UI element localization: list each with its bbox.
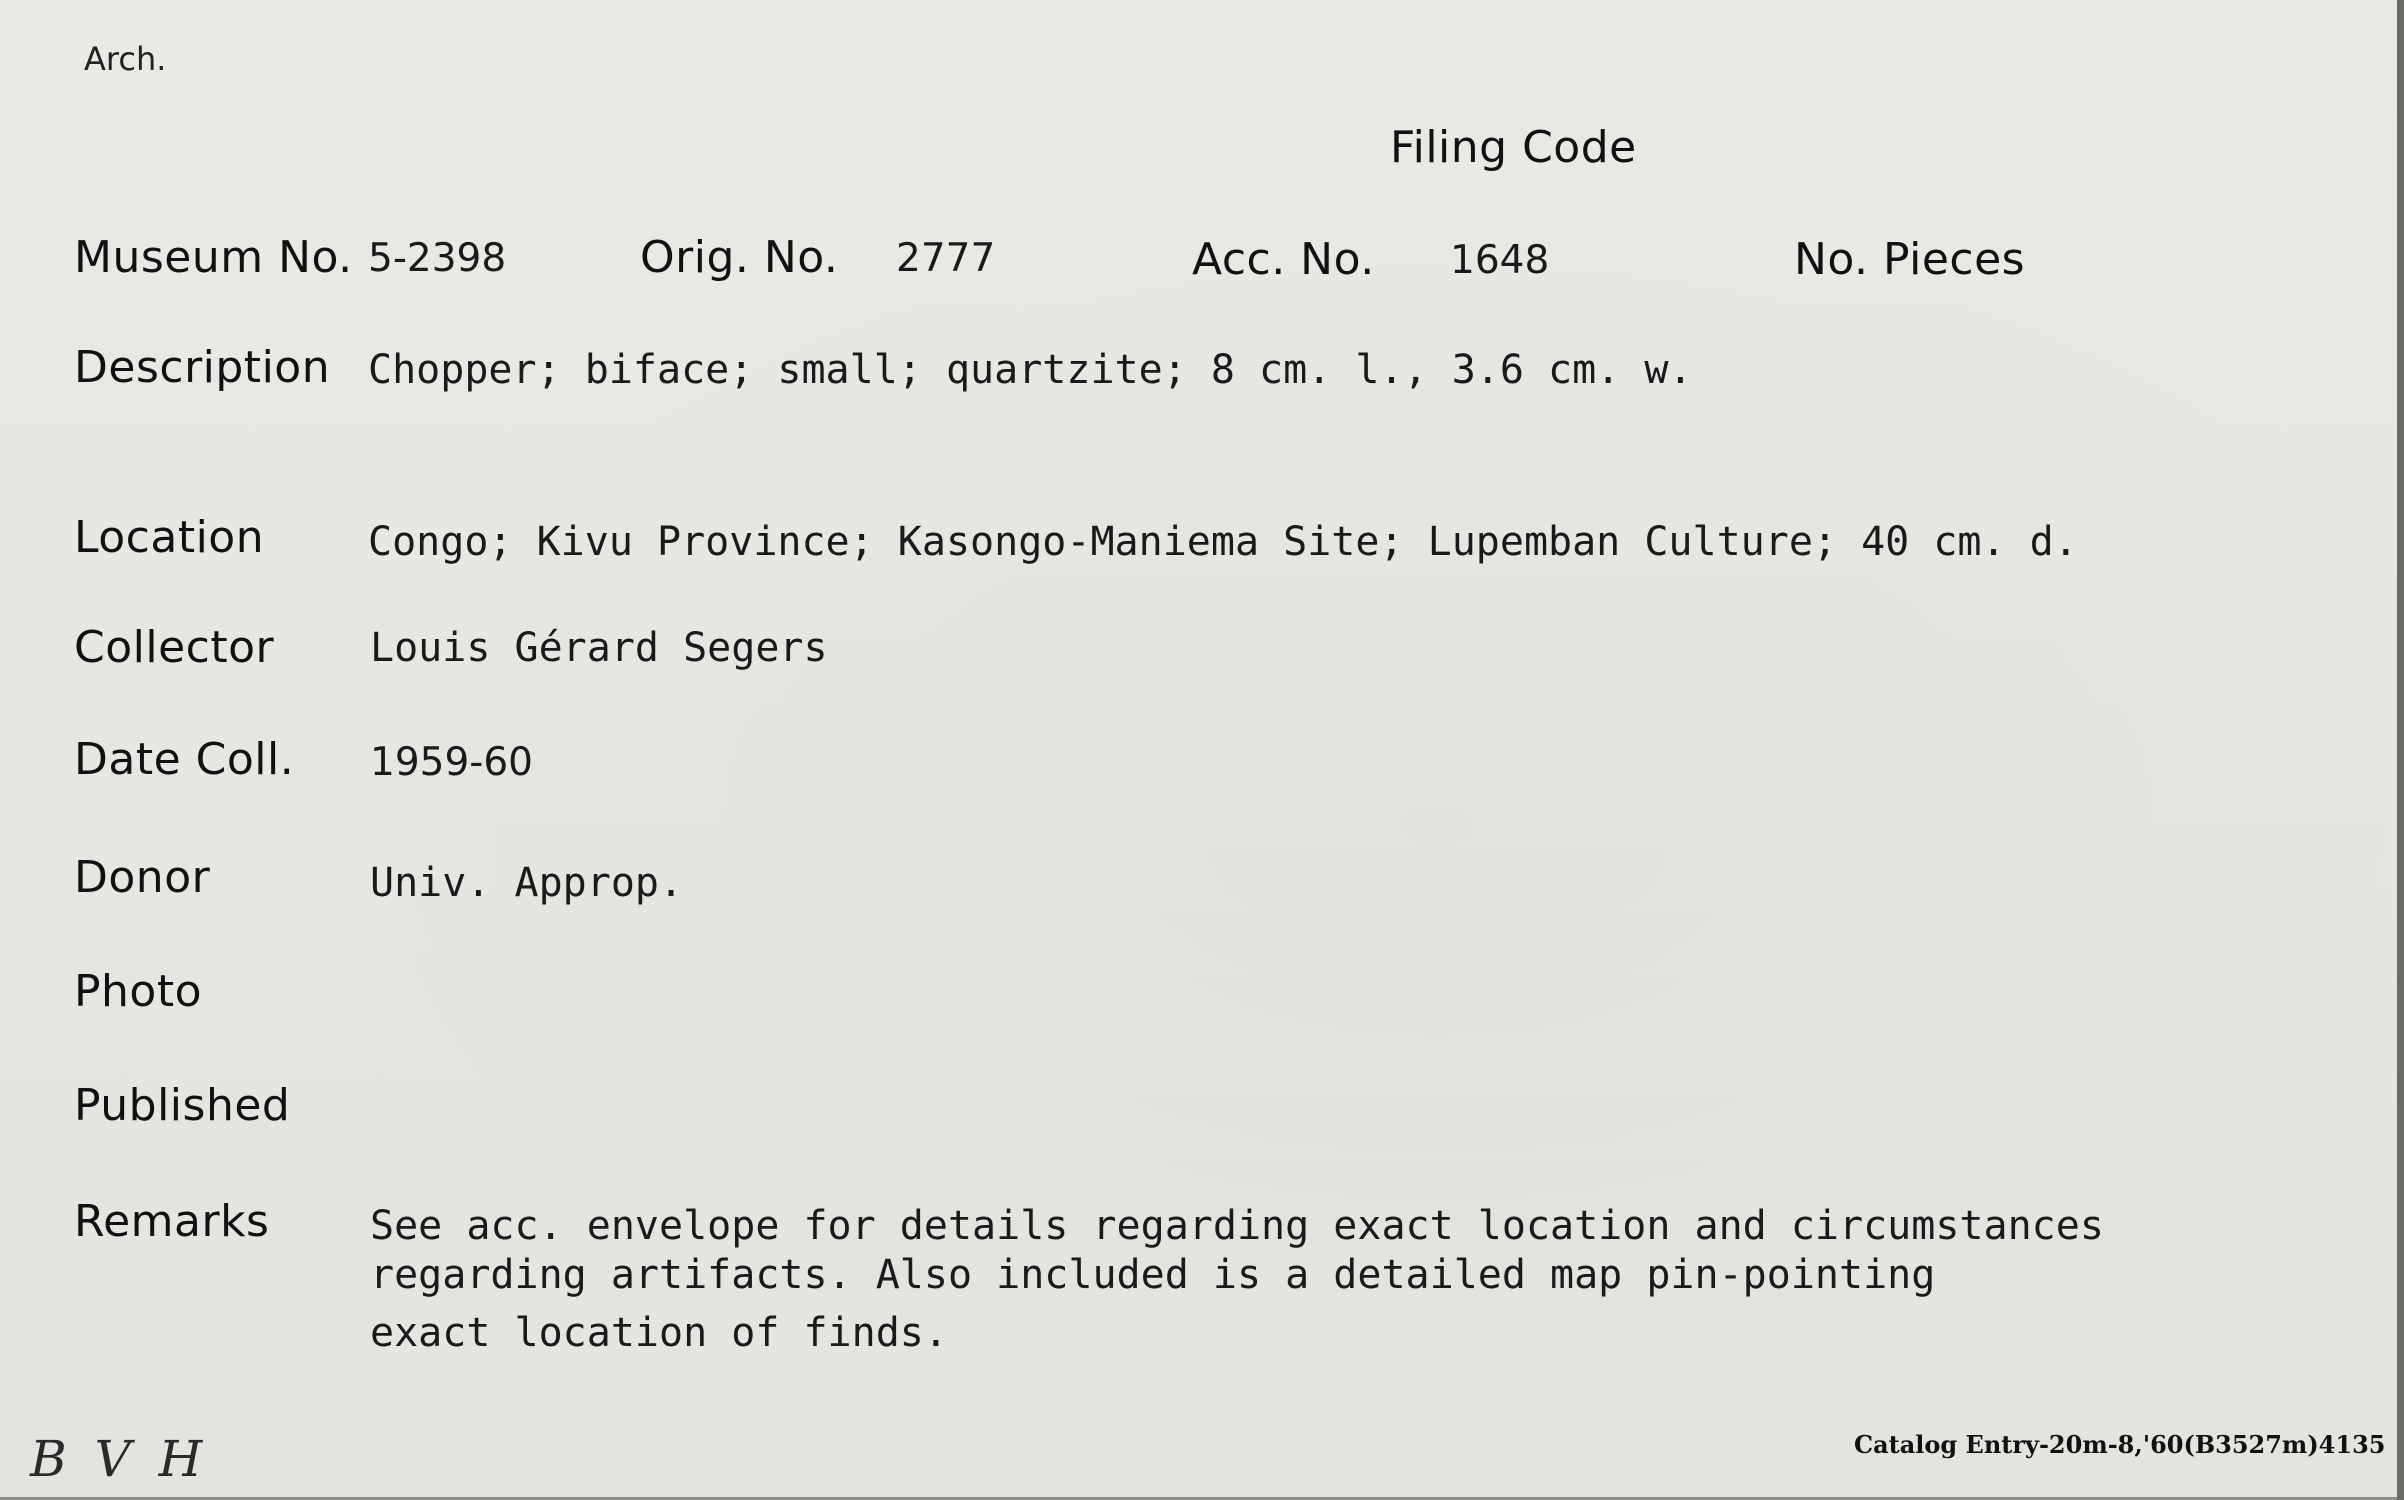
museum-no-label: Museum No.	[74, 232, 353, 283]
acc-no-value: 1648	[1450, 238, 1550, 283]
no-pieces-label: No. Pieces	[1794, 234, 2026, 285]
donor-label: Donor	[74, 852, 211, 903]
collector-value: Louis Gérard Segers	[370, 625, 828, 671]
location-value: Congo; Kivu Province; Kasongo-Maniema Site; Lupemban Culture; 40 cm. d.	[368, 519, 2078, 565]
published-label: Published	[74, 1080, 291, 1131]
description-label: Description	[74, 342, 331, 393]
collector-label: Collector	[74, 622, 275, 673]
museum-no-value: 5-2398	[368, 236, 507, 281]
photo-label: Photo	[74, 966, 203, 1017]
remarks-line-3: exact location of finds.	[370, 1310, 948, 1356]
donor-value: Univ. Approp.	[370, 860, 684, 906]
date-coll-label: Date Coll.	[74, 734, 295, 785]
location-label: Location	[74, 512, 265, 563]
catalog-entry-print: Catalog Entry-20m-8,'60(B3527m)4135	[1854, 1430, 2386, 1459]
acc-no-label: Acc. No.	[1192, 234, 1375, 285]
remarks-label: Remarks	[74, 1196, 270, 1247]
clerk-initials: B V H	[30, 1430, 209, 1488]
date-coll-value: 1959-60	[370, 740, 533, 785]
remarks-line-2: regarding artifacts. Also included is a detailed map pin-pointing	[370, 1252, 1936, 1298]
filing-code-label: Filing Code	[1390, 122, 1637, 173]
card-right-edge	[2397, 0, 2404, 1500]
department-note: Arch.	[84, 40, 167, 78]
orig-no-label: Orig. No.	[640, 232, 839, 283]
description-value: Chopper; biface; small; quartzite; 8 cm. l., 3.6 cm. w.	[368, 347, 1693, 393]
orig-no-value: 2777	[896, 236, 996, 281]
remarks-line-1: See acc. envelope for details regarding exact location and circumstances	[370, 1203, 2104, 1249]
